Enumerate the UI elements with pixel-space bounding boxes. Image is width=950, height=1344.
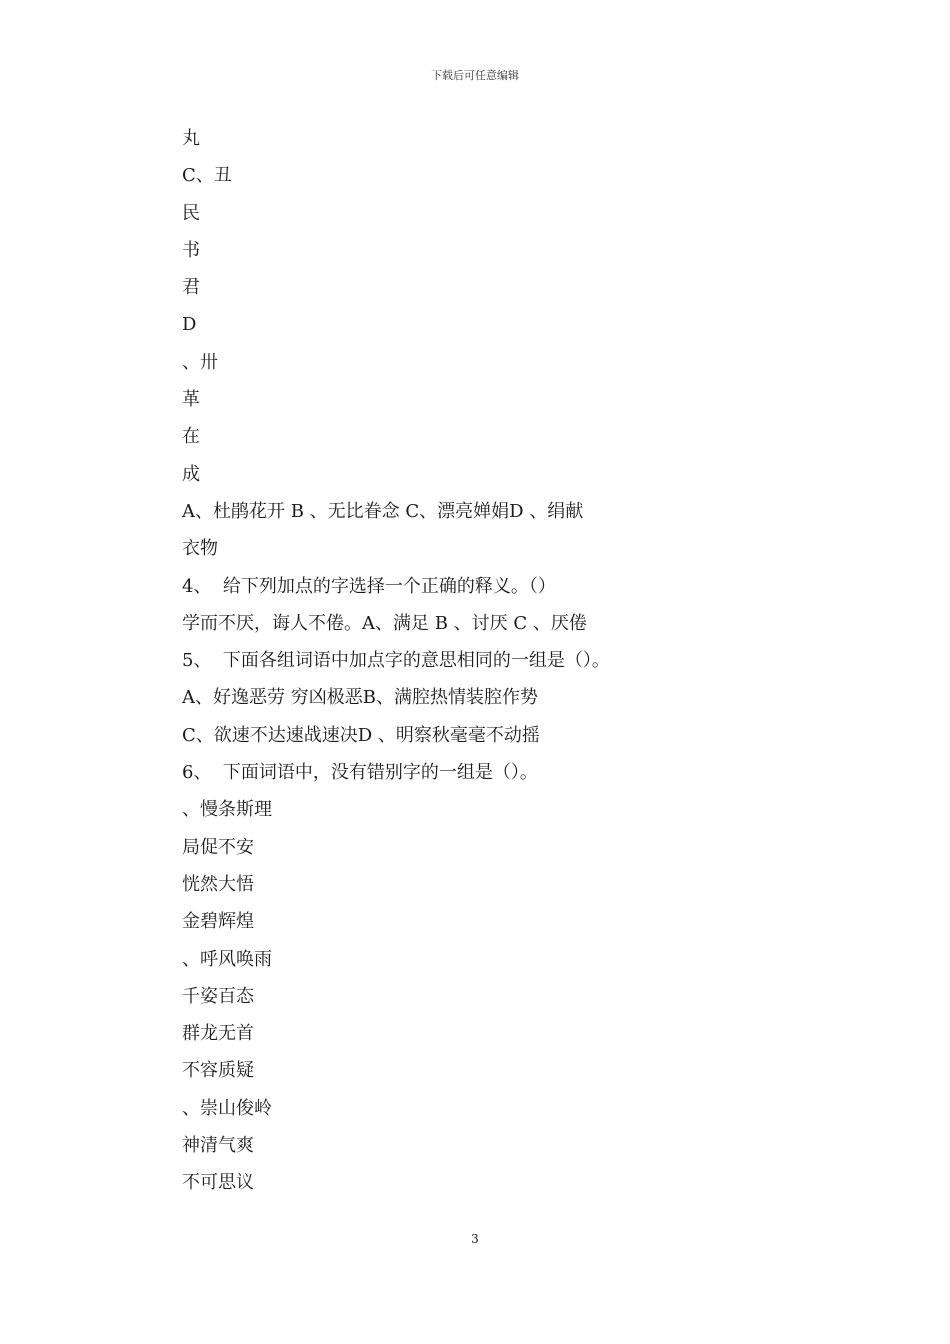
text-line: 革 [182, 389, 200, 411]
text-line: 群龙无首 [182, 1023, 254, 1045]
text-line: A、好逸恶劳 穷凶极恶B、满腔热情装腔作势 [182, 687, 538, 709]
text-line: 民 [182, 202, 200, 224]
text-line: 、呼风唤雨 [182, 948, 272, 970]
text-line: 、崇山俊岭 [182, 1097, 272, 1119]
question-line: 4、 给下列加点的字选择一个正确的释义。（） [182, 575, 556, 597]
text-line: A、杜鹃花开 B 、无比眷念 C、漂亮婵娟D 、绢献 [182, 500, 584, 522]
question-line: 5、 下面各组词语中加点字的意思相同的一组是（）。 [182, 650, 610, 672]
text-line: 学而不厌，诲人不倦。A、满足 B 、讨厌 C 、厌倦 [182, 612, 587, 634]
text-line: 书 [182, 239, 200, 261]
text-line: 恍然大悟 [182, 873, 254, 895]
text-line: 不可思议 [182, 1172, 254, 1194]
document-body [182, 126, 782, 1208]
text-line: 金碧辉煌 [182, 911, 254, 933]
text-line: 在 [182, 426, 200, 448]
text-line: 局促不安 [182, 836, 254, 858]
text-line: 成 [182, 463, 200, 485]
question-line: 6、 下面词语中，没有错别字的一组是（）。 [182, 762, 538, 784]
text-line: 不容质疑 [182, 1060, 254, 1082]
text-line: 千姿百态 [182, 985, 254, 1007]
page-header: 下载后可任意编辑 [431, 69, 519, 82]
text-line: 君 [182, 277, 200, 299]
text-line: 神清气爽 [182, 1135, 254, 1157]
text-line: 衣物 [182, 538, 218, 560]
page-number: 3 [471, 1232, 479, 1246]
text-line: 、卅 [182, 351, 218, 373]
text-line: C、欲速不达速战速决D 、明察秋毫毫不动摇 [182, 724, 540, 746]
text-line: D [182, 314, 197, 336]
text-line: 、慢条斯理 [182, 799, 272, 821]
text-line: C、丑 [182, 165, 232, 187]
text-line: 丸 [182, 128, 200, 149]
